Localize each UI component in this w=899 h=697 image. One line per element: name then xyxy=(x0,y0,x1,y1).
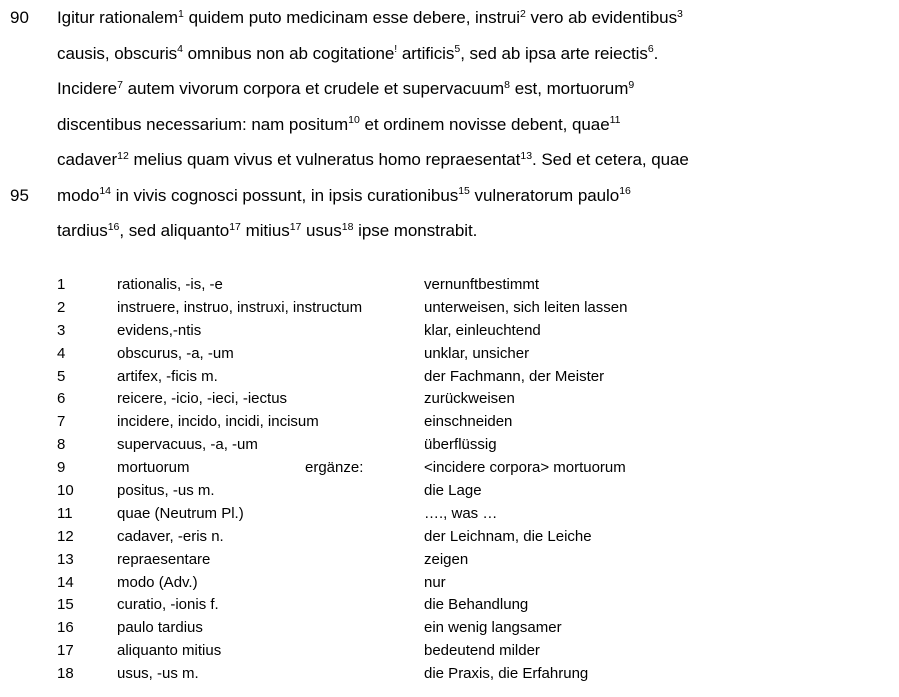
vocabulary-german: ein wenig langsamer xyxy=(424,619,562,637)
vocabulary-index: 7 xyxy=(57,413,66,431)
vocabulary-latin: artifex, -ficis m. xyxy=(117,367,218,385)
footnote-marker[interactable]: 18 xyxy=(341,220,354,233)
passage-line xyxy=(0,178,899,214)
vocabulary-index: 3 xyxy=(57,321,66,339)
vocabulary-latin: positus, -us m. xyxy=(117,482,215,500)
vocabulary-list xyxy=(0,274,899,686)
vocabulary-german: die Praxis, die Erfahrung xyxy=(424,665,589,683)
vocabulary-german: vernunftbestimmt xyxy=(424,276,540,293)
passage-line xyxy=(0,142,899,178)
footnote-marker[interactable]: 3 xyxy=(677,7,683,20)
footnote-marker[interactable]: 8 xyxy=(504,78,511,91)
vocabulary-index: 9 xyxy=(57,459,66,477)
vocabulary-german: nur xyxy=(424,573,446,591)
vocabulary-german: einschneiden xyxy=(424,413,513,431)
vocabulary-latin: incidere, incido, incidi, incisum xyxy=(117,413,319,431)
vocabulary-row xyxy=(0,388,899,411)
vocabulary-index: 15 xyxy=(57,596,74,614)
footnote-marker[interactable]: 15 xyxy=(458,185,470,197)
line-number: 90 xyxy=(10,8,29,27)
passage-line xyxy=(0,0,899,36)
vocabulary-latin: instruere, instruo, instruxi, instructum xyxy=(117,298,363,316)
vocabulary-index: 18 xyxy=(57,665,74,683)
footnote-marker[interactable]: ! xyxy=(394,43,398,55)
passage-line-text: tardius$^{16}$, sed aliquanto$^{17}$ mitius$^{17}$ usus$^{18}$ ipse monstrabit. xyxy=(57,220,478,240)
footnote-marker[interactable]: 13 xyxy=(520,149,533,162)
vocabulary-row xyxy=(0,434,899,457)
footnote-marker[interactable]: 16 xyxy=(107,220,120,233)
vocabulary-row xyxy=(0,457,899,480)
vocabulary-note: ergänze: xyxy=(305,459,364,477)
vocabulary-latin: quae (Neutrum Pl.) xyxy=(117,504,244,522)
vocabulary-row xyxy=(0,663,899,686)
latin-passage xyxy=(0,0,899,249)
vocabulary-german: der Leichnam, die Leiche xyxy=(424,527,592,545)
vocabulary-german: unterweisen, sich leiten lassen xyxy=(424,298,628,316)
vocabulary-german: bedeutend milder xyxy=(424,642,540,660)
vocabulary-german: der Fachmann, der Meister xyxy=(424,367,605,385)
vocabulary-row xyxy=(0,549,899,572)
footnote-marker[interactable]: 14 xyxy=(99,185,112,197)
vocabulary-german: <incidere corpora> mortuorum xyxy=(424,459,626,477)
vocabulary-row xyxy=(0,297,899,320)
vocabulary-row xyxy=(0,320,899,343)
line-number: 95 xyxy=(10,185,29,205)
passage-line xyxy=(0,71,899,107)
vocabulary-latin: repraesentare xyxy=(117,550,211,568)
vocabulary-latin: supervacuus, -a, -um xyxy=(117,436,258,454)
vocabulary-german: überflüssig xyxy=(424,436,497,454)
vocabulary-row xyxy=(0,366,899,389)
vocabulary-index: 11 xyxy=(57,504,73,522)
vocabulary-latin: usus, -us m. xyxy=(117,665,199,683)
passage-line-text: Igitur rationalem$^1$ quidem puto medicinam esse debere, instrui$^2$ vero ab evidentibus$^3$ xyxy=(57,7,683,27)
passage-line-text: Incidere$^7$ autem vivorum corpora et crudele et supervacuum$^8$ est, mortuorum$^9$ xyxy=(57,78,635,98)
footnote-marker[interactable]: 1 xyxy=(178,7,184,20)
vocabulary-latin: reicere, -icio, -ieci, -iectus xyxy=(117,390,288,408)
vocabulary-index: 1 xyxy=(57,276,66,293)
vocabulary-row xyxy=(0,503,899,526)
vocabulary-row xyxy=(0,411,899,434)
vocabulary-latin: paulo tardius xyxy=(117,619,203,637)
vocabulary-index: 16 xyxy=(57,619,74,637)
vocabulary-latin: evidens,-ntis xyxy=(117,321,202,339)
vocabulary-index: 5 xyxy=(57,367,66,385)
footnote-marker[interactable]: 16 xyxy=(619,185,631,197)
passage-line-text: causis, obscuris$^4$ omnibus non ab cogitatione! artificis$^5$, sed ab ipsa arte reiectis$^6$. xyxy=(57,43,659,63)
passage-line xyxy=(0,213,899,249)
vocabulary-index: 12 xyxy=(57,527,74,545)
vocabulary-row xyxy=(0,617,899,640)
vocabulary-index: 6 xyxy=(57,390,66,408)
footnote-marker[interactable]: 11 xyxy=(609,114,621,126)
vocabulary-latin: curatio, -ionis f. xyxy=(117,596,219,614)
vocabulary-row xyxy=(0,343,899,366)
vocabulary-row xyxy=(0,274,899,297)
vocabulary-german: die Behandlung xyxy=(424,596,529,614)
vocabulary-index: 10 xyxy=(57,482,74,500)
vocabulary-index: 13 xyxy=(57,550,74,568)
vocabulary-index: 14 xyxy=(57,573,74,591)
footnote-marker[interactable]: 7 xyxy=(117,78,123,91)
footnote-marker[interactable]: 10 xyxy=(348,114,360,126)
vocabulary-row xyxy=(0,572,899,595)
footnote-marker[interactable]: 9 xyxy=(628,78,635,91)
footnote-marker[interactable]: 4 xyxy=(177,43,183,55)
vocabulary-german: unklar, unsicher xyxy=(424,344,530,362)
passage-line xyxy=(0,107,899,143)
passage-line xyxy=(0,36,899,72)
vocabulary-row xyxy=(0,594,899,617)
passage-line-text: cadaver$^{12}$ melius quam vivus et vulneratus homo repraesentat$^{13}$. Sed et cetera, quae xyxy=(57,149,689,169)
footnote-marker[interactable]: 17 xyxy=(289,220,302,233)
passage-line-text: modo$^{14}$ in vivis cognosci possunt, in ipsis curationibus$^{15}$ vulneratorum paulo$^{16}$ xyxy=(57,185,631,205)
vocabulary-german: zurückweisen xyxy=(424,390,515,408)
vocabulary-latin: modo (Adv.) xyxy=(117,573,198,591)
vocabulary-row xyxy=(0,480,899,503)
footnote-marker[interactable]: 17 xyxy=(229,220,241,233)
vocabulary-index: 2 xyxy=(57,298,66,316)
footnote-marker[interactable]: 2 xyxy=(520,7,526,20)
vocabulary-latin: obscurus, -a, -um xyxy=(117,344,234,362)
vocabulary-latin: aliquanto mitius xyxy=(117,642,222,660)
passage-line-text: discentibus necessarium: nam positum$^{10}$ et ordinem novisse debent, quae$^{11}$ xyxy=(57,114,621,134)
footnote-marker[interactable]: 12 xyxy=(117,149,129,162)
vocabulary-german: …., was … xyxy=(424,504,498,522)
vocabulary-latin: cadaver, -eris n. xyxy=(117,527,224,545)
vocabulary-latin: rationalis, -is, -e xyxy=(117,276,223,293)
footnote-marker[interactable]: 5 xyxy=(454,43,461,55)
vocabulary-german: klar, einleuchtend xyxy=(424,321,541,339)
vocabulary-latin: mortuorum xyxy=(117,459,190,477)
vocabulary-row xyxy=(0,640,899,663)
footnote-marker[interactable]: 6 xyxy=(647,43,654,55)
vocabulary-index: 17 xyxy=(57,642,74,660)
vocabulary-german: die Lage xyxy=(424,482,482,500)
vocabulary-row xyxy=(0,526,899,549)
vocabulary-index: 8 xyxy=(57,436,66,454)
vocabulary-index: 4 xyxy=(57,344,66,362)
vocabulary-german: zeigen xyxy=(424,550,469,568)
